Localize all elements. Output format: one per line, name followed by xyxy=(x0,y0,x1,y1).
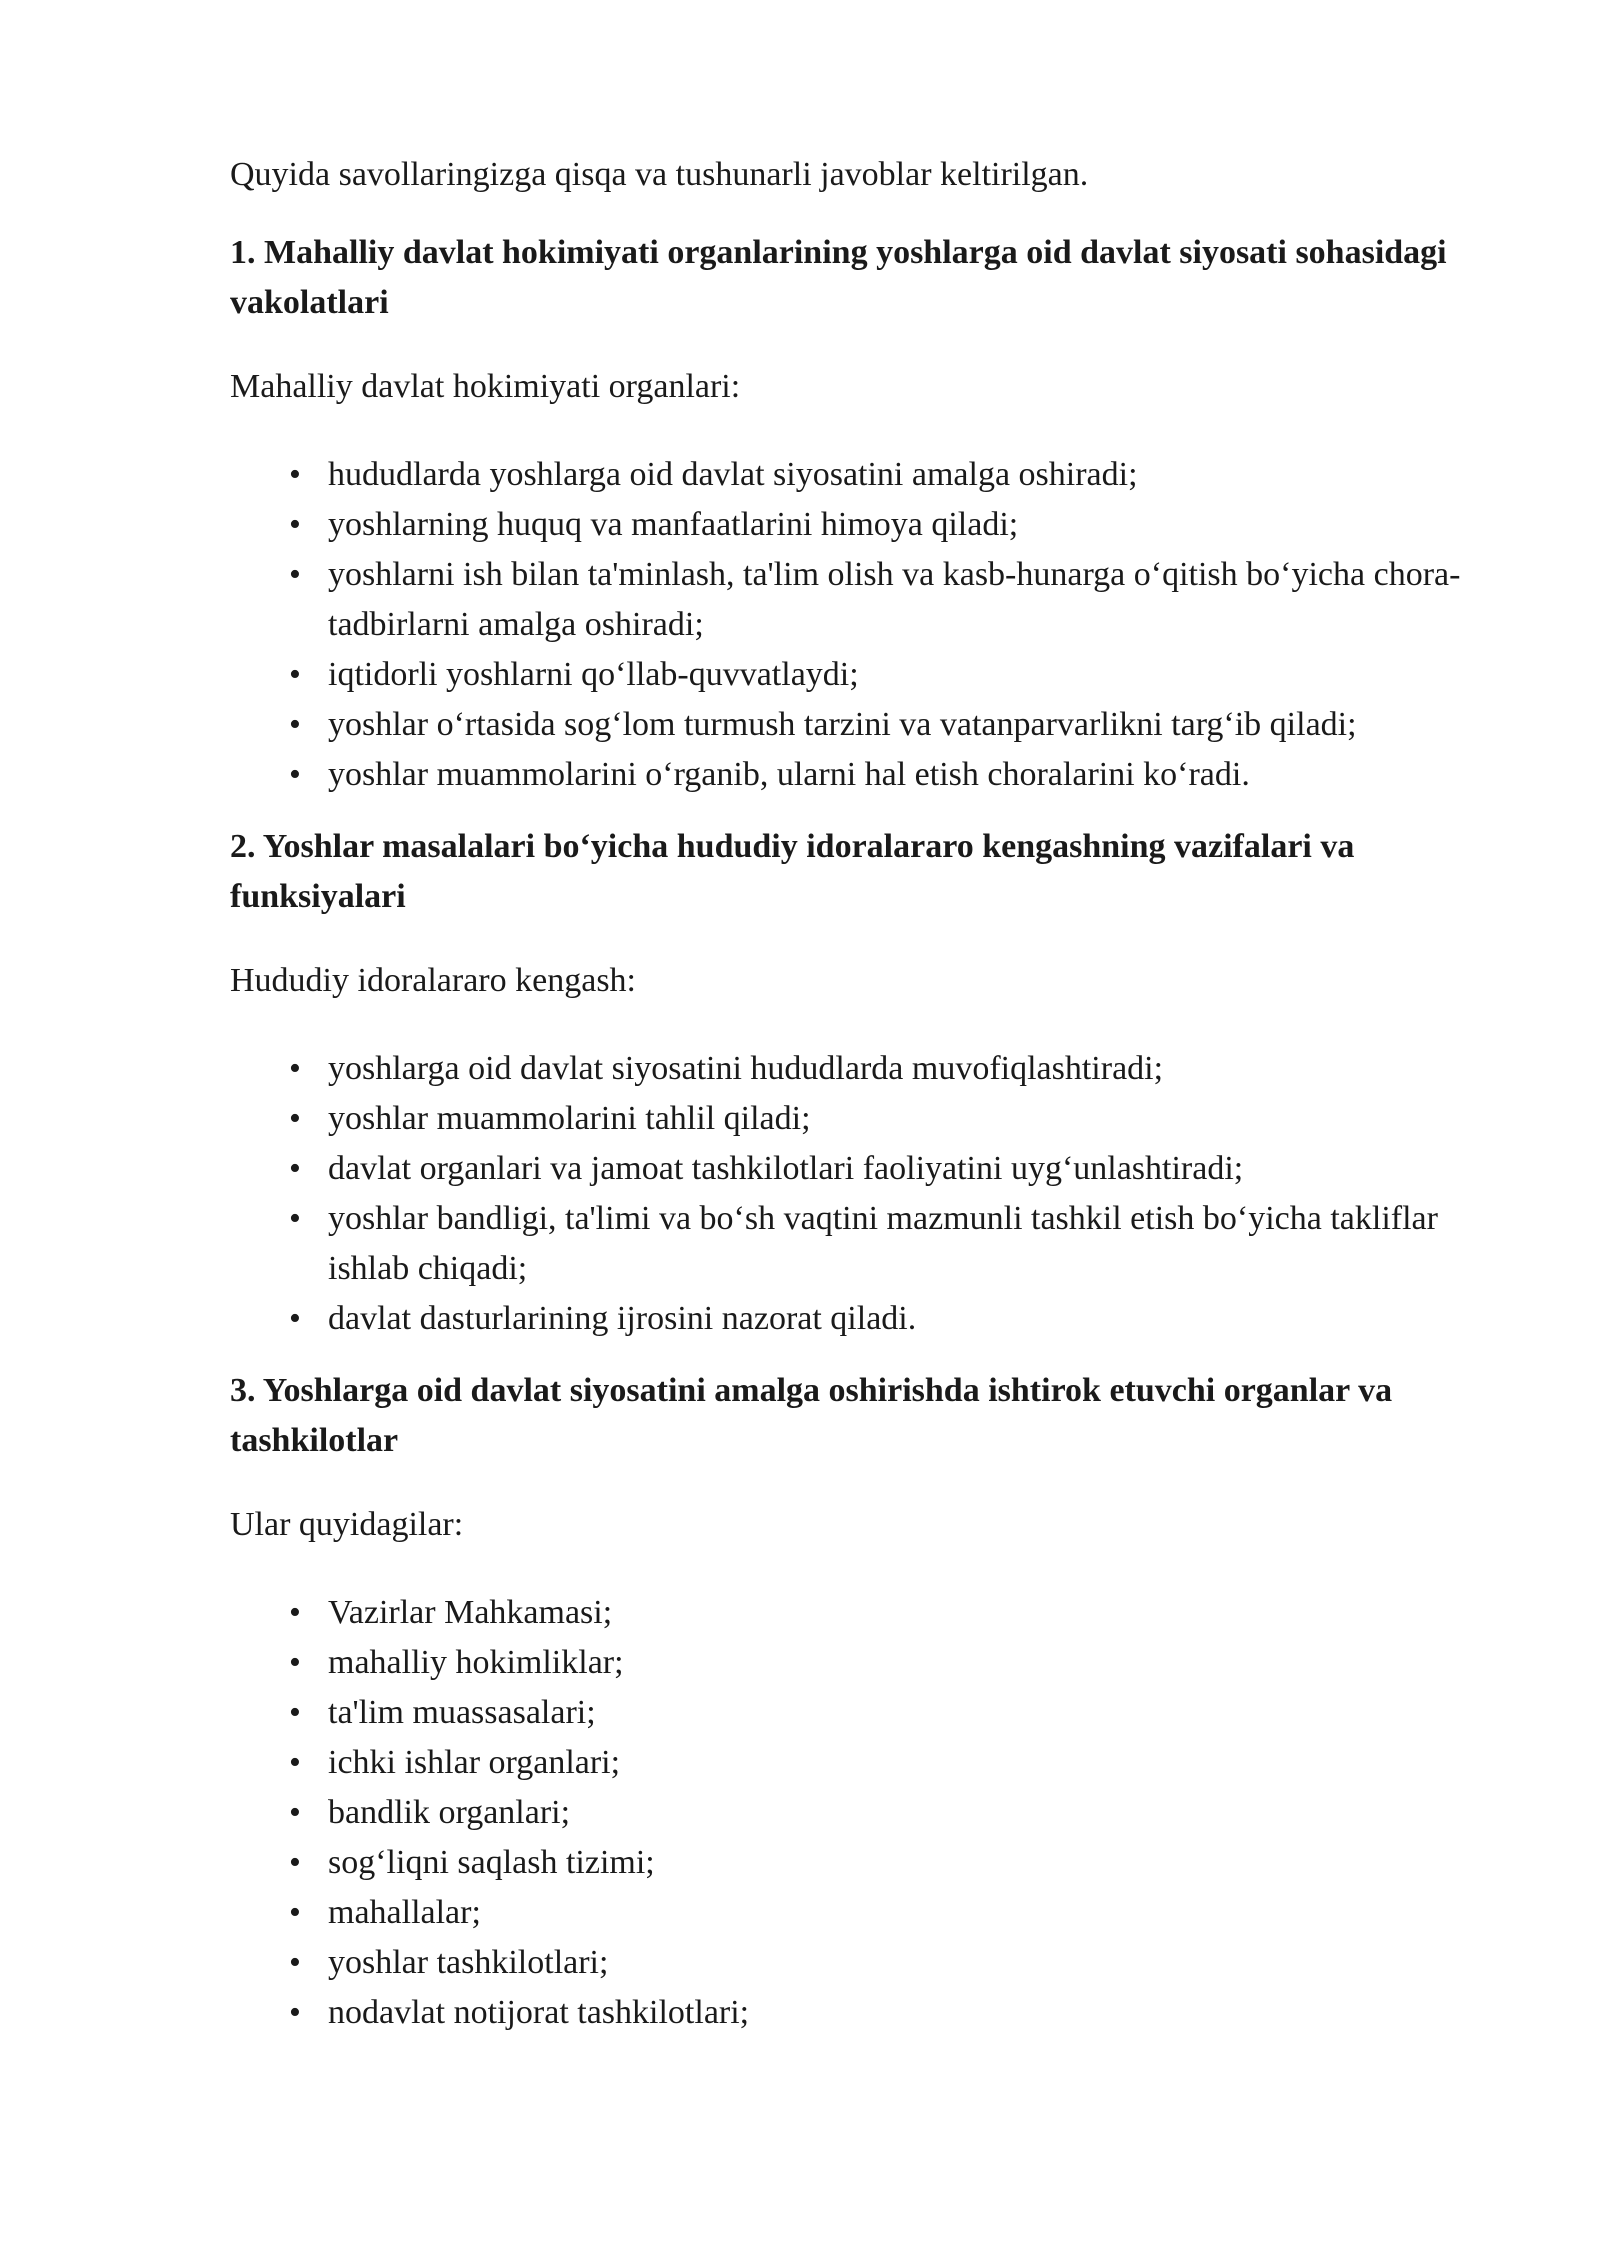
section-1 xyxy=(230,228,1500,800)
list-item-text: Vazirlar Mahkamasi; xyxy=(328,1594,613,1631)
list-item-text: yoshlar o‘rtasida sog‘lom turmush tarzini va vatanparvarlikni targ‘ib qiladi; xyxy=(328,706,1357,743)
section-lead: Hududiy idoralararo kengash: xyxy=(230,962,636,999)
list-item xyxy=(230,1588,1500,1638)
list-item-text: davlat dasturlarining ijrosini nazorat qiladi. xyxy=(328,1300,917,1337)
list-item-text: nodavlat notijorat tashkilotlari; xyxy=(328,1994,750,2031)
list-item-text: ichki ishlar organlari; xyxy=(328,1744,621,1781)
bullet-icon: • xyxy=(289,1694,301,1731)
section-title: 2. Yoshlar masalalari bo‘yicha hududiy idoralararo kengashning vazifalari va funksiyalari xyxy=(230,828,1355,915)
list-item xyxy=(230,1988,1500,2038)
bullet-icon: • xyxy=(289,456,301,493)
bullet-icon: • xyxy=(289,1894,301,1931)
section-3 xyxy=(230,1366,1500,2038)
list-item-text: hududlarda yoshlarga oid davlat siyosatini amalga oshiradi; xyxy=(328,456,1138,493)
bullet-icon: • xyxy=(289,1644,301,1681)
list-item xyxy=(230,1838,1500,1888)
bullet-list xyxy=(230,1588,1500,2038)
document-page xyxy=(230,150,1500,2060)
bullet-icon: • xyxy=(289,1200,301,1237)
list-item xyxy=(230,450,1500,500)
list-item-text: yoshlar muammolarini o‘rganib, ularni hal etish choralarini ko‘radi. xyxy=(328,756,1250,793)
list-item xyxy=(230,1688,1500,1738)
list-item-text: yoshlarga oid davlat siyosatini hududlarda muvofiqlashtiradi; xyxy=(328,1050,1164,1087)
list-item-text: mahallalar; xyxy=(328,1894,481,1931)
list-item-text: sog‘liqni saqlash tizimi; xyxy=(328,1844,655,1881)
list-item-text: yoshlar muammolarini tahlil qiladi; xyxy=(328,1100,811,1137)
list-item xyxy=(230,1788,1500,1838)
bullet-icon: • xyxy=(289,1100,301,1137)
section-2 xyxy=(230,822,1500,1344)
list-item xyxy=(230,1094,1500,1144)
list-item xyxy=(230,650,1500,700)
bullet-list xyxy=(230,450,1500,800)
intro-paragraph: Quyida savollaringizga qisqa va tushunarli javoblar keltirilgan. xyxy=(230,156,1089,193)
list-item xyxy=(230,700,1500,750)
bullet-icon: • xyxy=(289,1944,301,1981)
list-item xyxy=(230,1938,1500,1988)
bullet-icon: • xyxy=(289,1300,301,1337)
bullet-icon: • xyxy=(289,1794,301,1831)
bullet-icon: • xyxy=(289,656,301,693)
list-item-text: yoshlarning huquq va manfaatlarini himoya qiladi; xyxy=(328,506,1019,543)
list-item-text: yoshlar tashkilotlari; xyxy=(328,1944,609,1981)
section-title: 3. Yoshlarga oid davlat siyosatini amalga oshirishda ishtirok etuvchi organlar va tashkilotlar xyxy=(230,1372,1393,1459)
section-title: 1. Mahalliy davlat hokimiyati organlarining yoshlarga oid davlat siyosati sohasidagi vakolatlari xyxy=(230,234,1447,321)
section-lead: Ular quyidagilar: xyxy=(230,1506,464,1543)
bullet-icon: • xyxy=(289,1844,301,1881)
bullet-icon: • xyxy=(289,1150,301,1187)
list-item xyxy=(230,1888,1500,1938)
list-item-text: mahalliy hokimliklar; xyxy=(328,1644,624,1681)
bullet-icon: • xyxy=(289,556,301,593)
section-lead: Mahalliy davlat hokimiyati organlari: xyxy=(230,368,741,405)
bullet-icon: • xyxy=(289,1594,301,1631)
bullet-icon: • xyxy=(289,1050,301,1087)
list-item xyxy=(230,500,1500,550)
list-item-text: yoshlar bandligi, ta'limi va bo‘sh vaqtini mazmunli tashkil etish bo‘yicha takliflar ishlab chiqadi; xyxy=(328,1200,1438,1287)
bullet-icon: • xyxy=(289,706,301,743)
list-item-text: ta'lim muassasalari; xyxy=(328,1694,596,1731)
list-item xyxy=(230,1144,1500,1194)
list-item-text: iqtidorli yoshlarni qo‘llab-quvvatlaydi; xyxy=(328,656,859,693)
list-item xyxy=(230,550,1500,650)
list-item xyxy=(230,1738,1500,1788)
list-item-text: davlat organlari va jamoat tashkilotlari faoliyatini uyg‘unlashtiradi; xyxy=(328,1150,1244,1187)
list-item xyxy=(230,1638,1500,1688)
bullet-icon: • xyxy=(289,756,301,793)
list-item-text: yoshlarni ish bilan ta'minlash, ta'lim olish va kasb-hunarga o‘qitish bo‘yicha chora-tadbirlarni amalga oshiradi; xyxy=(328,556,1461,643)
list-item xyxy=(230,1294,1500,1344)
list-item xyxy=(230,750,1500,800)
list-item xyxy=(230,1194,1500,1294)
list-item xyxy=(230,1044,1500,1094)
bullet-icon: • xyxy=(289,1744,301,1781)
list-item-text: bandlik organlari; xyxy=(328,1794,571,1831)
bullet-list xyxy=(230,1044,1500,1344)
bullet-icon: • xyxy=(289,506,301,543)
bullet-icon: • xyxy=(289,1994,301,2031)
